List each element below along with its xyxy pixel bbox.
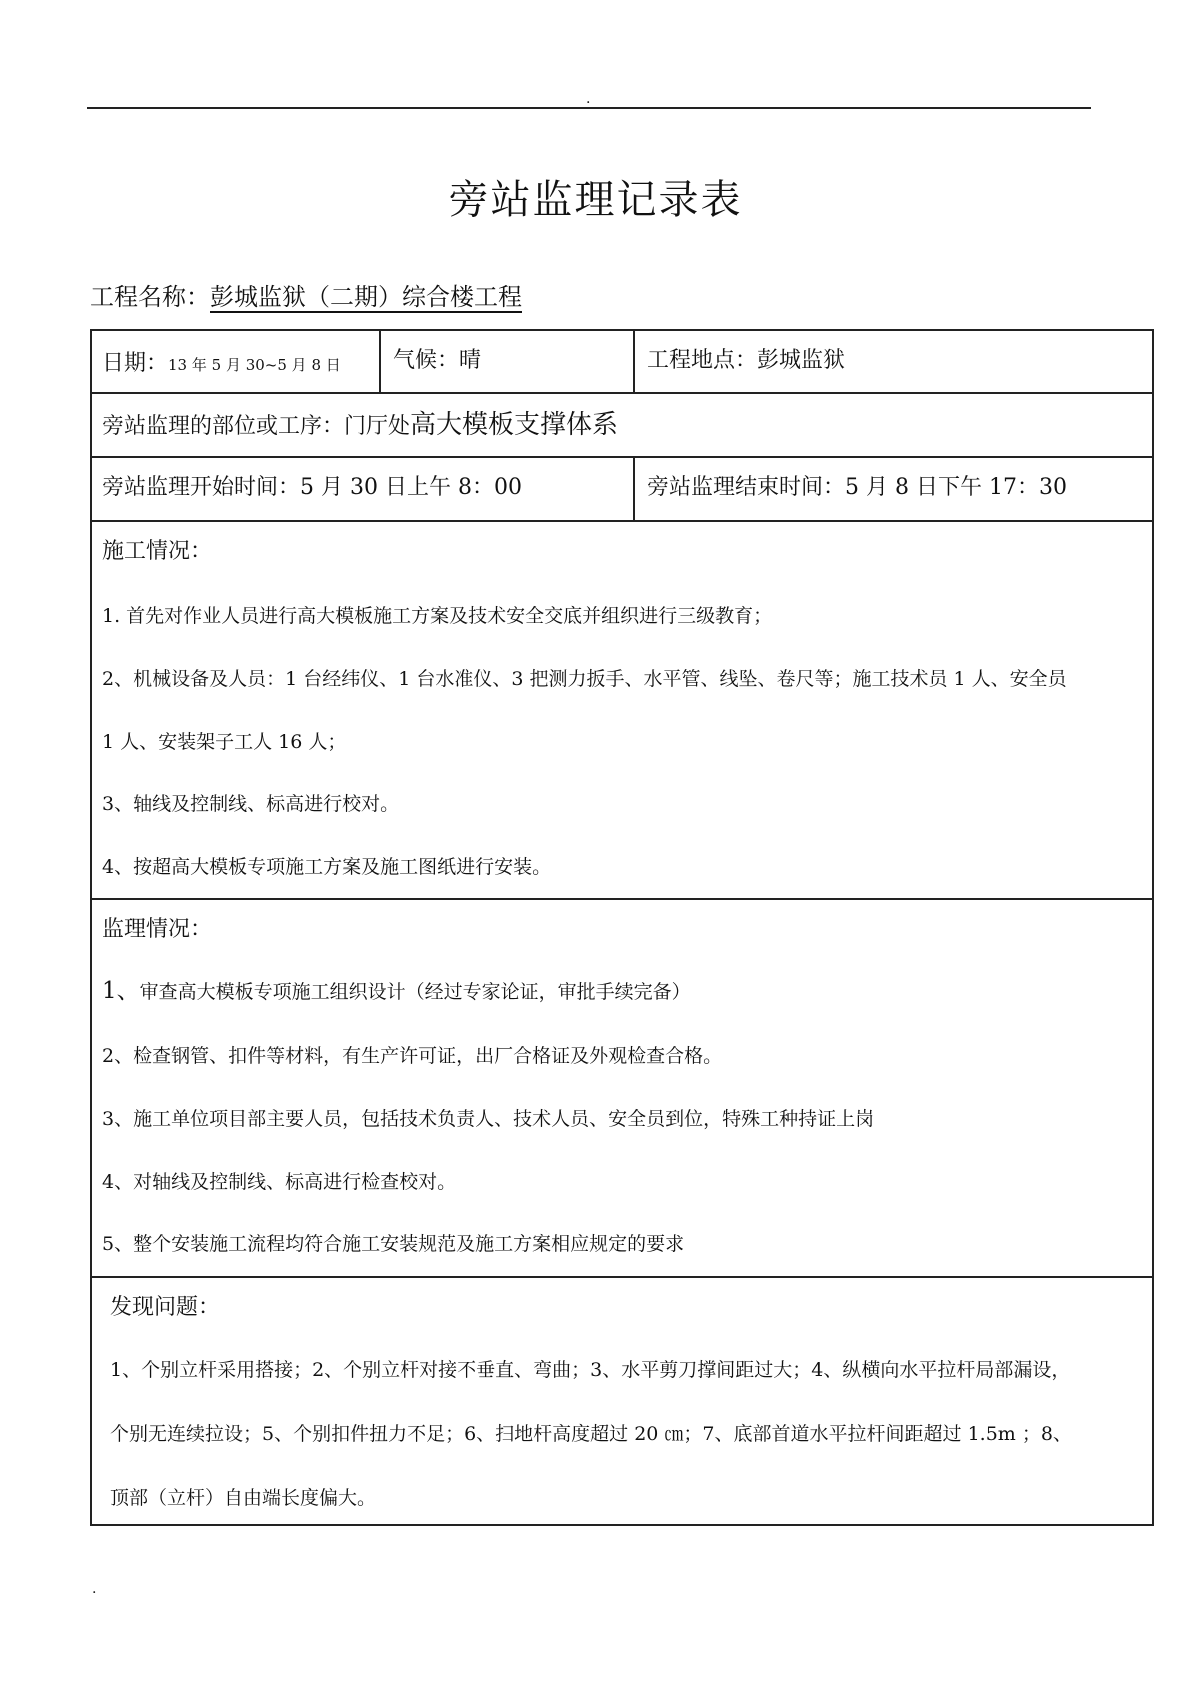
problems-line: 个别无连续拉设；5、个别扣件扭力不足；6、扫地杆高度超过 20 ㎝；7、底部首道水平拉杆间距超过 1.5m ；8、 — [110, 1423, 1072, 1445]
header-rule — [87, 107, 1091, 109]
supervision-line: 4、对轴线及控制线、标高进行检查校对。 — [102, 1171, 457, 1193]
construction-line: 1 人、安装架子工人 16 人； — [102, 731, 347, 753]
date-label: 日期： — [102, 351, 169, 376]
construction-line: 4、按超高大模板专项施工方案及施工图纸进行安装。 — [102, 856, 552, 878]
construction-line: 2、机械设备及人员：1 台经纬仪、1 台水准仪、3 把测力扳手、水平管、线坠、卷尺等；施工技术员 1 人、安全员 — [102, 668, 1067, 690]
supervision-line: 2、检查钢管、扣件等材料，有生产许可证，出厂合格证及外观检查合格。 — [102, 1045, 723, 1067]
project-name — [90, 282, 522, 312]
column-divider — [633, 456, 635, 520]
record-form — [90, 329, 1154, 1526]
start-time-cell: 旁站监理开始时间：5 月 30 日上午 8：00 — [102, 475, 522, 500]
header-dot: . — [586, 91, 591, 107]
footer-dot: . — [92, 1581, 97, 1597]
row-divider — [92, 520, 1152, 522]
construction-line: 3、轴线及控制线、标高进行校对。 — [102, 793, 400, 815]
document-title: 旁站监理记录表 — [448, 177, 743, 223]
row-divider — [92, 1276, 1152, 1278]
construction-heading: 施工情况： — [102, 539, 213, 564]
supervision-item1-number: 1、 — [102, 978, 140, 1004]
column-divider — [379, 331, 381, 392]
weather-cell: 气候：晴 — [393, 348, 482, 373]
construction-line: 1. 首先对作业人员进行高大模板施工方案及技术安全交底并组织进行三级教育； — [102, 605, 773, 627]
problems-line: 顶部（立杆）自由端长度偏大。 — [110, 1487, 377, 1509]
problems-heading: 发现问题： — [110, 1295, 221, 1320]
column-divider — [633, 331, 635, 392]
date-value: 13 年 5 月 30~5 月 8 日 — [168, 356, 341, 374]
end-time-cell: 旁站监理结束时间：5 月 8 日下午 17：30 — [647, 475, 1067, 500]
supervision-line: 5、整个安装施工流程均符合施工安装规范及施工方案相应规定的要求 — [102, 1233, 685, 1255]
procedure-value: 高大模板支撑体系 — [410, 410, 619, 440]
supervision-line: 3、施工单位项目部主要人员，包括技术负责人、技术人员、安全员到位，特殊工种持证上岗 — [102, 1108, 875, 1130]
supervision-item1-text: 审查高大模板专项施工组织设计（经过专家论证，审批手续完备） — [139, 981, 691, 1003]
row-divider — [92, 456, 1152, 458]
row-divider — [92, 392, 1152, 394]
date-cell — [102, 349, 341, 380]
supervision-heading: 监理情况： — [102, 917, 213, 942]
problems-line: 1、个别立杆采用搭接；2、个别立杆对接不垂直、弯曲；3、水平剪刀撑间距过大；4、纵横向水平拉杆局部漏设， — [110, 1359, 1071, 1381]
supervision-line — [102, 978, 691, 1005]
project-value: 彭城监狱（二期）综合楼工程 — [210, 283, 522, 311]
row-divider — [92, 898, 1152, 900]
site-cell: 工程地点：彭城监狱 — [647, 348, 846, 373]
procedure-label: 旁站监理的部位或工序：门厅处 — [102, 414, 411, 439]
project-label: 工程名称： — [90, 283, 210, 311]
procedure-cell — [102, 410, 618, 442]
